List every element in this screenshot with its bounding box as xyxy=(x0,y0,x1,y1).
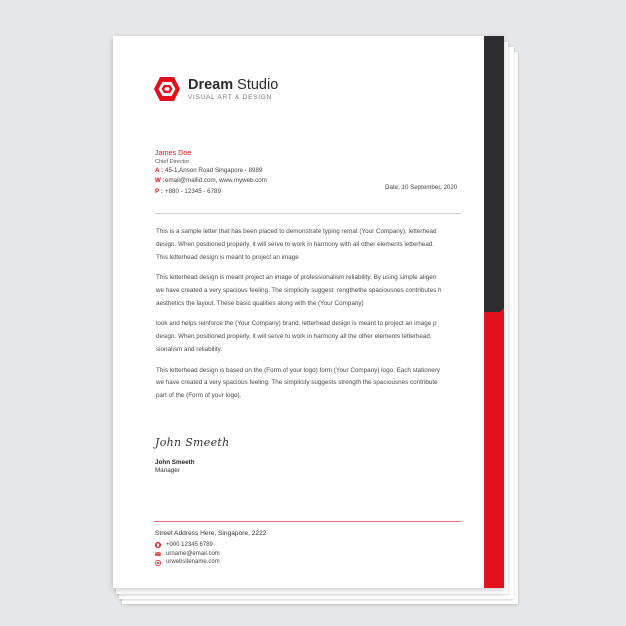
footer-email: urname@email.com xyxy=(166,550,220,557)
phone-key: P : xyxy=(155,187,163,195)
brand-name-bold: Dream xyxy=(188,76,234,93)
brand-text xyxy=(188,78,278,101)
brand-tagline: VISUAL ART & DESIGN xyxy=(188,93,272,101)
footer-email-row xyxy=(155,550,266,559)
footer-address: Street Address Here, Singapore, 2222 xyxy=(155,530,267,537)
footer-phone: +000 12345 6789 xyxy=(166,541,213,548)
body-paragraph: This letterhead design is meant project an image of professionalism reliability. By using simple aligen we have created a very spacious feeling. The simplicity suggest rengthethe spaciousnes contributes h aesthetics the layout. These basic qualities along with the (Your Company) xyxy=(156,274,442,307)
sender-web-row xyxy=(155,176,267,186)
sender-address: 45-1,Anson Road Singapore - 8989 xyxy=(165,167,263,174)
web-key: W : xyxy=(155,177,165,185)
hexagon-logo-icon xyxy=(153,75,181,103)
sender-phone-row xyxy=(155,187,267,197)
brand-name xyxy=(188,78,278,93)
footer-block xyxy=(155,530,266,567)
brand-name-rest: Studio xyxy=(233,76,279,93)
signer-role: Manager xyxy=(155,467,180,474)
globe-icon xyxy=(155,560,161,566)
letter-body xyxy=(156,226,468,411)
footer-web-row xyxy=(155,558,266,567)
footer-divider xyxy=(154,521,461,522)
body-paragraph: look and helps reinforce the (Your Company) brand. letterhead design is meant to project an image p design. When positioned properly, it will serve to work in harmony all the other elements letterhead. sionalism and reliability. xyxy=(156,320,437,353)
sender-phone: +880 - 12345 - 6789 xyxy=(165,187,221,195)
header-divider xyxy=(155,213,461,214)
address-key: A : xyxy=(155,167,164,174)
footer-web: urwebsitename.com xyxy=(166,559,220,566)
sender-web: email@mallid.com, www.myweb.com xyxy=(165,177,267,185)
footer-phone-row xyxy=(155,541,266,550)
body-paragraph: This letterhead design is based on the (Form of your logo) form (Your Company) logo. Each stationery we have created a very spacious feeling. The simplicity suggests strength the spaciousnes contribute part of the (Form of your logo). xyxy=(156,366,440,400)
side-band-dark xyxy=(484,36,504,316)
letter-date: Date, 10 September, 2020 xyxy=(385,184,458,191)
side-band-red xyxy=(484,312,504,588)
signer-name: John Smeeth xyxy=(155,459,195,466)
sender-block xyxy=(155,148,267,197)
sender-title: Chief Director xyxy=(155,159,190,165)
letterhead-page xyxy=(113,36,504,588)
sender-address-row xyxy=(155,166,267,176)
mail-icon xyxy=(155,551,161,557)
phone-icon xyxy=(155,542,161,548)
company-logo xyxy=(153,74,278,104)
sender-name: James Doe xyxy=(155,148,192,157)
handwritten-signature: John Smeeth xyxy=(155,436,230,449)
side-band xyxy=(484,36,504,588)
signer-block xyxy=(155,459,195,475)
body-paragraph: This is a sample letter that has been placed to demonstrate typing remat (Your Company), letterhead design. When positioned properly, it will serve to work in harmony with all other elements letterhead. This letterhead design is meant to project an image xyxy=(156,228,437,261)
